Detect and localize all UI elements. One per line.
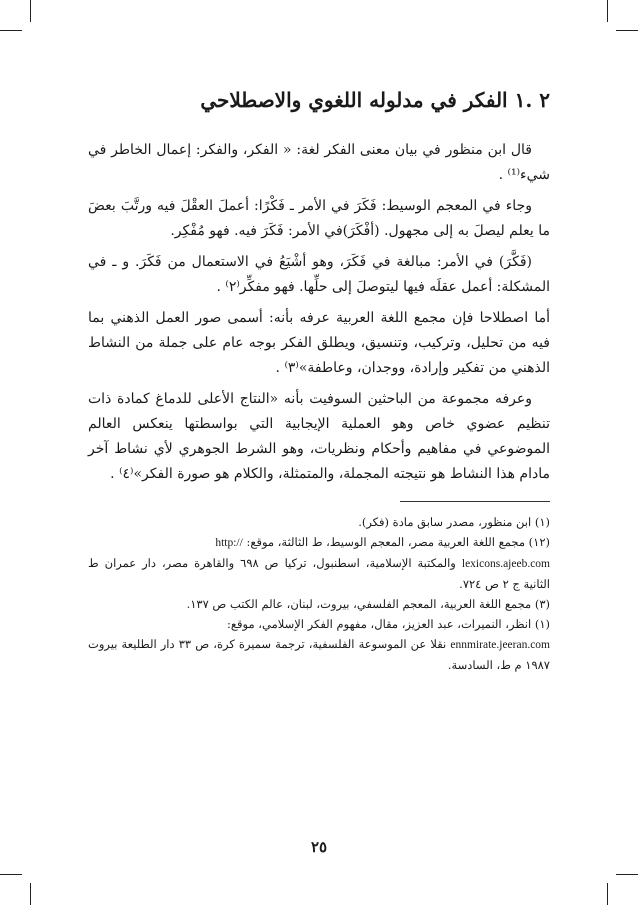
footnote-1: (١) ابن منظور، مصدر سابق مادة (فكر). [358,515,550,529]
footnote-2-url-prefix[interactable]: http:// [215,537,243,549]
footnote-divider [400,501,550,502]
footnote-4: (١) انظر، النميرات، عبد العزيز، مقال، مفهوم الفكر الإسلامي، موقع: [227,617,550,631]
crop-mark-top-right-h [616,30,638,31]
footnotes [88,512,550,675]
footnote-4-rest: نقلا عن الموسوعة الفلسفية، ترجمة سميرة كرة، ص ٣٣ دار الطليعة بيروت ١٩٨٧ م ط، السادسة. [88,637,550,672]
crop-mark-bottom-left-h [0,874,22,875]
paragraph-lexical-definition: قال ابن منظور في بيان معنى الفكر لغة: « الفكر، والفكر: إعمال الخاطر في شيء⁽¹⁾ . [88,142,550,183]
footnote-4-url[interactable]: ennmirate.jeeran.com [450,639,551,651]
paragraph-wasit-definition: وجاء في المعجم الوسيط: فَكَرَ في الأمر ـ فَكْرًا: أعملَ العقْلَ فيه ورتَّبَ بعضَ ما يعلم ليصلَ به إلى مجهول. (أفْكَرَ)في الأمر: فَكَرَ فيه. فهو مُفْكِر. [88,198,550,239]
page-body [88,88,550,675]
paragraph-fakkara-definition: (فَكَّرَ) في الأمر: مبالغة في فَكَرَ، وهو أشْيَعُ في الاستعمال من فَكَرَ. و ـ في المشكلة: أعمل عقلَه فيها ليتوصلَ إلى حلِّها. فهو مفكِّر⁽٢⁾ . [88,254,550,295]
crop-mark-top-right-v [607,0,608,22]
footnote-2-continued [88,553,550,594]
page-number: ٢٥ [310,838,328,856]
crop-mark-bottom-right-h [616,874,638,875]
paragraph-terminological-definition: أما اصطلاحا فإن مجمع اللغة العربية عرفه بأنه: أسمى صور العمل الذهني بما فيه من تحليل، وتركيب، وتنسيق، ويطلق الفكر بوجه عام على جملة من النشاط الذهني من تفكير وإرادة، ووجدان، وعاطفة»⁽٣⁾ . [88,310,550,376]
footnote-4-continued [88,634,550,675]
footnote-2-text: (١٢) مجمع اللغة العربية مصر، المعجم الوسيط، ط الثالثة، موقع: [246,535,550,549]
paragraph-soviet-definition: وعرفه مجموعة من الباحثين السوفيت بأنه «النتاج الأعلى للدماغ كمادة ذات تنظيم عضوي خاص وهو العملية الإيجابية التي بواسطتها ينعكس العالم الموضوعي في مفاهيم وأحكام ونظريات، وهو الشرط الجوهري لأي نشاط آخر مادام هذا النشاط هو نتيجته المجملة، والمتمثلة، والكلام هو صورة الفكر»⁽٤⁾ . [88,391,550,482]
footnote-2 [88,532,550,553]
crop-mark-top-left-v [30,0,31,22]
footnote-3: (٣) مجمع اللغة العربية، المعجم الفلسفي، بيروت، لبنان، عالم الكتب ص ١٣٧. [186,597,550,611]
crop-mark-bottom-right-v [607,883,608,905]
footnote-2-url[interactable]: lexicons.ajeeb.com [461,558,551,570]
section-heading: ٢ .١ الفكر في مدلوله اللغوي والاصطلاحي [200,88,550,112]
footnote-2-rest: والمكتبة الإسلامية، اسطنبول، تركيا ص ٦٩٨ والقاهرة مصر، دار عمران ط الثانية ج ٢ ص ٧٢٤. [88,556,550,591]
crop-mark-top-left-h [0,30,22,31]
crop-mark-bottom-left-v [30,883,31,905]
